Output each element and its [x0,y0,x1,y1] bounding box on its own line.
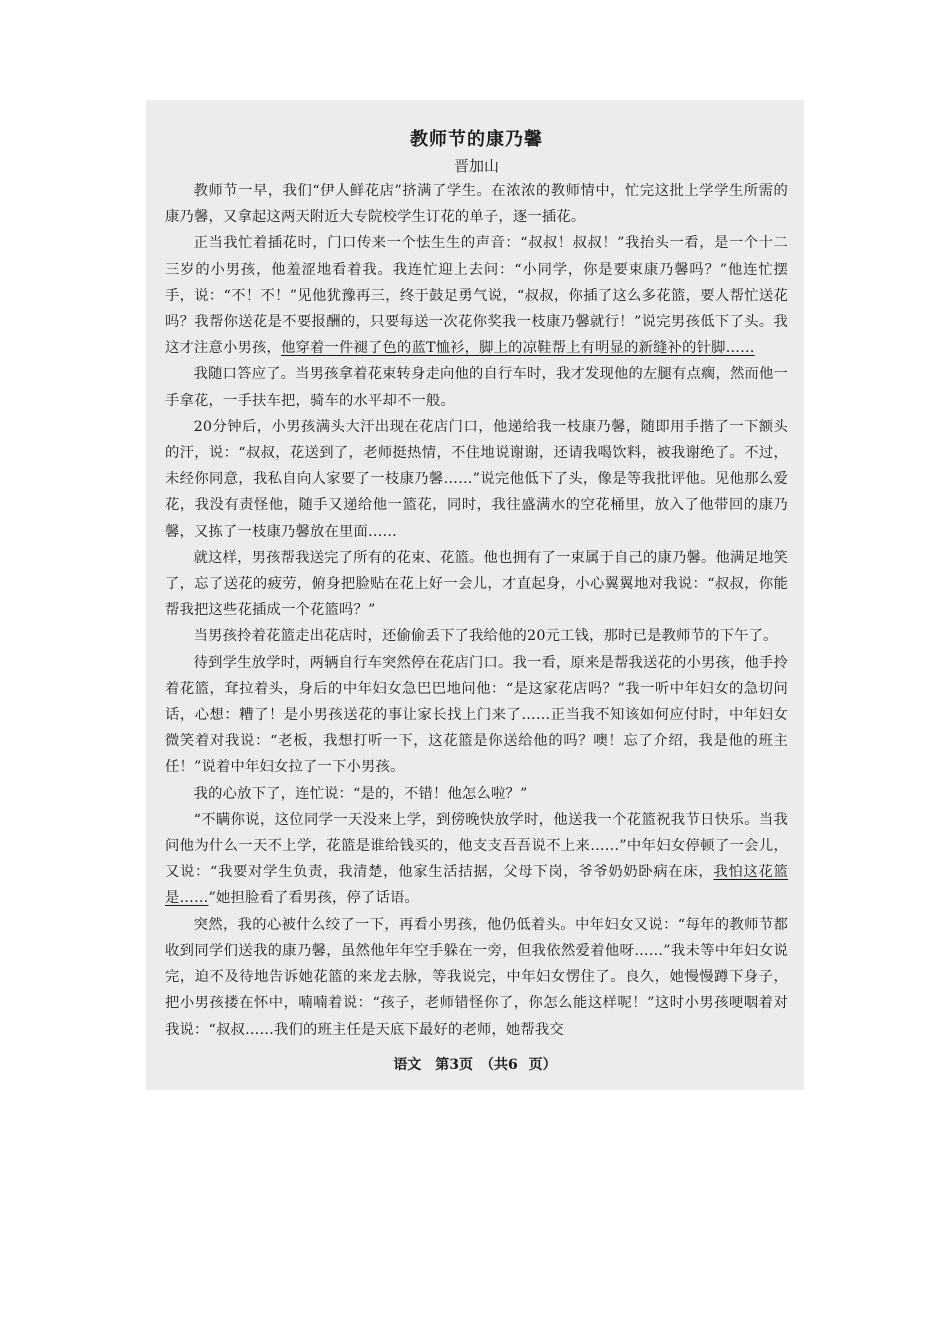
paragraph: 教师节一早，我们“伊人鲜花店”挤满了学生。在浓浓的教师情中，忙完这批上学学生所需的康乃馨，又拿起这两天附近大专院校学生订花的单子，逐一插花。 [165,183,788,226]
paragraph: 就这样，男孩帮我送完了所有的花束、花篮。他也拥有了一束属于自己的康乃馨。他满足地笑了，忘了送花的疲劳，俯身把脸贴在花上好一会儿，才直起身，小心翼翼地对我说：“叔叔，你能帮我把这些花插成一个花篮吗？” [165,549,788,619]
paragraph: 当男孩拎着花篮走出花店时，还偷偷丢下了我给他的20元工钱，那时已是教师节的下午了。 [193,628,778,645]
page-footer: 语文 第3页 （共6 页） [393,1057,557,1073]
article-title: 教师节的康乃馨 [410,129,543,150]
article-author: 晋加山 [453,157,499,175]
paragraph: 我的心放下了，连忙说：“是的，不错！他怎么啦？” [193,785,528,802]
paragraph: 我随口答应了。当男孩拿着花束转身走向他的自行车时，我才发现他的左腿有点瘸，然而他一手拿花，一手扶车把，骑车的水平却不一般。 [165,366,788,409]
paragraph: 20分钟后，小男孩满头大汗出现在花店门口，他递给我一枝康乃馨，随即用手揩了一下额头的汗，说：“叔叔，花送到了，老师挺热情，不住地说谢谢，还请我喝饮料，被我谢绝了。不过，未经你同意，我私自向人家要了一枝康乃馨……”说完他低下了头，像是等我批评他。见他那么爱花，我没有责怪他，随手又递给他一篮花，同时，我往盛满水的空花桶里，放入了他带回的康乃馨，又拣了一枝康乃馨放在里面…… [165,418,788,540]
underlined-sentence: 他穿着一件褪了色的蓝T恤衫，脚上的凉鞋帮上有明显的新缝补的针脚…… [280,340,755,357]
exam-page [146,100,804,1090]
paragraph: “不瞒你说，这位同学一天没来上学，到傍晚快放学时，他送我一个花篮祝我节日快乐。当我问他为什么一天不上学，花篮是谁给钱买的，他支支吾吾说不上来……”中年妇女停顿了一会儿，又说：“我要对学生负责，我清楚，他家生活拮据，父母下岗，爷爷奶奶卧病在床，我怕这花篮是……”她担脸看了看男孩，停了话语。 [165,811,788,907]
paragraph: 突然，我的心被什么绞了一下，再看小男孩，他仍低着头。中年妇女又说：“每年的教师节都收到同学们送我的康乃馨，虽然他年年空手躲在一旁，但我依然爱着他呀……”我未等中年妇女说完，迫不及待地告诉她花篮的来龙去脉，等我说完，中年妇女愣住了。良久，她慢慢蹲下身子，把小男孩搂在怀中，喃喃着说：“孩子，老师错怪你了，你怎么能这样呢！”这时小男孩哽咽着对我说：“叔叔……我们的班主任是天底下最好的老师，她帮我交 [165,916,788,1038]
underlined-sentence: 我怕这花篮是…… [165,864,788,907]
paragraph: 待到学生放学时，两辆自行车突然停在花店门口。我一看，原来是帮我送花的小男孩，他手拎着花篮，耷拉着头，身后的中年妇女急巴巴地问他：“是这家花店吗？”我一听中年妇女的急切问话，心想：糟了！是小男孩送花的事让家长找上门来了……正当我不知该如何应付时，中年妇女微笑着对我说：“老板，我想打听一下，这花篮是你送给他的吗？噢！忘了介绍，我是他的班主任！”说着中年妇女拉了一下小男孩。 [165,654,788,776]
paragraph: 正当我忙着插花时，门口传来一个怯生生的声音：“叔叔！叔叔！”我抬头一看，是一个十二三岁的小男孩，他羞涩地看着我。我连忙迎上去问：“小同学，你是要束康乃馨吗？”他连忙摆手，说：“不！不！”见他犹豫再三，终于鼓足勇气说，“叔叔，你插了这么多花篮，要人帮忙送花吗？我帮你送花是不要报酬的，只要每送一次花你奖我一枝康乃馨就行！”说完男孩低下了头。我这才注意小男孩，他穿着一件褪了色的蓝T恤衫，脚上的凉鞋帮上有明显的新缝补的针脚…… [165,235,788,357]
